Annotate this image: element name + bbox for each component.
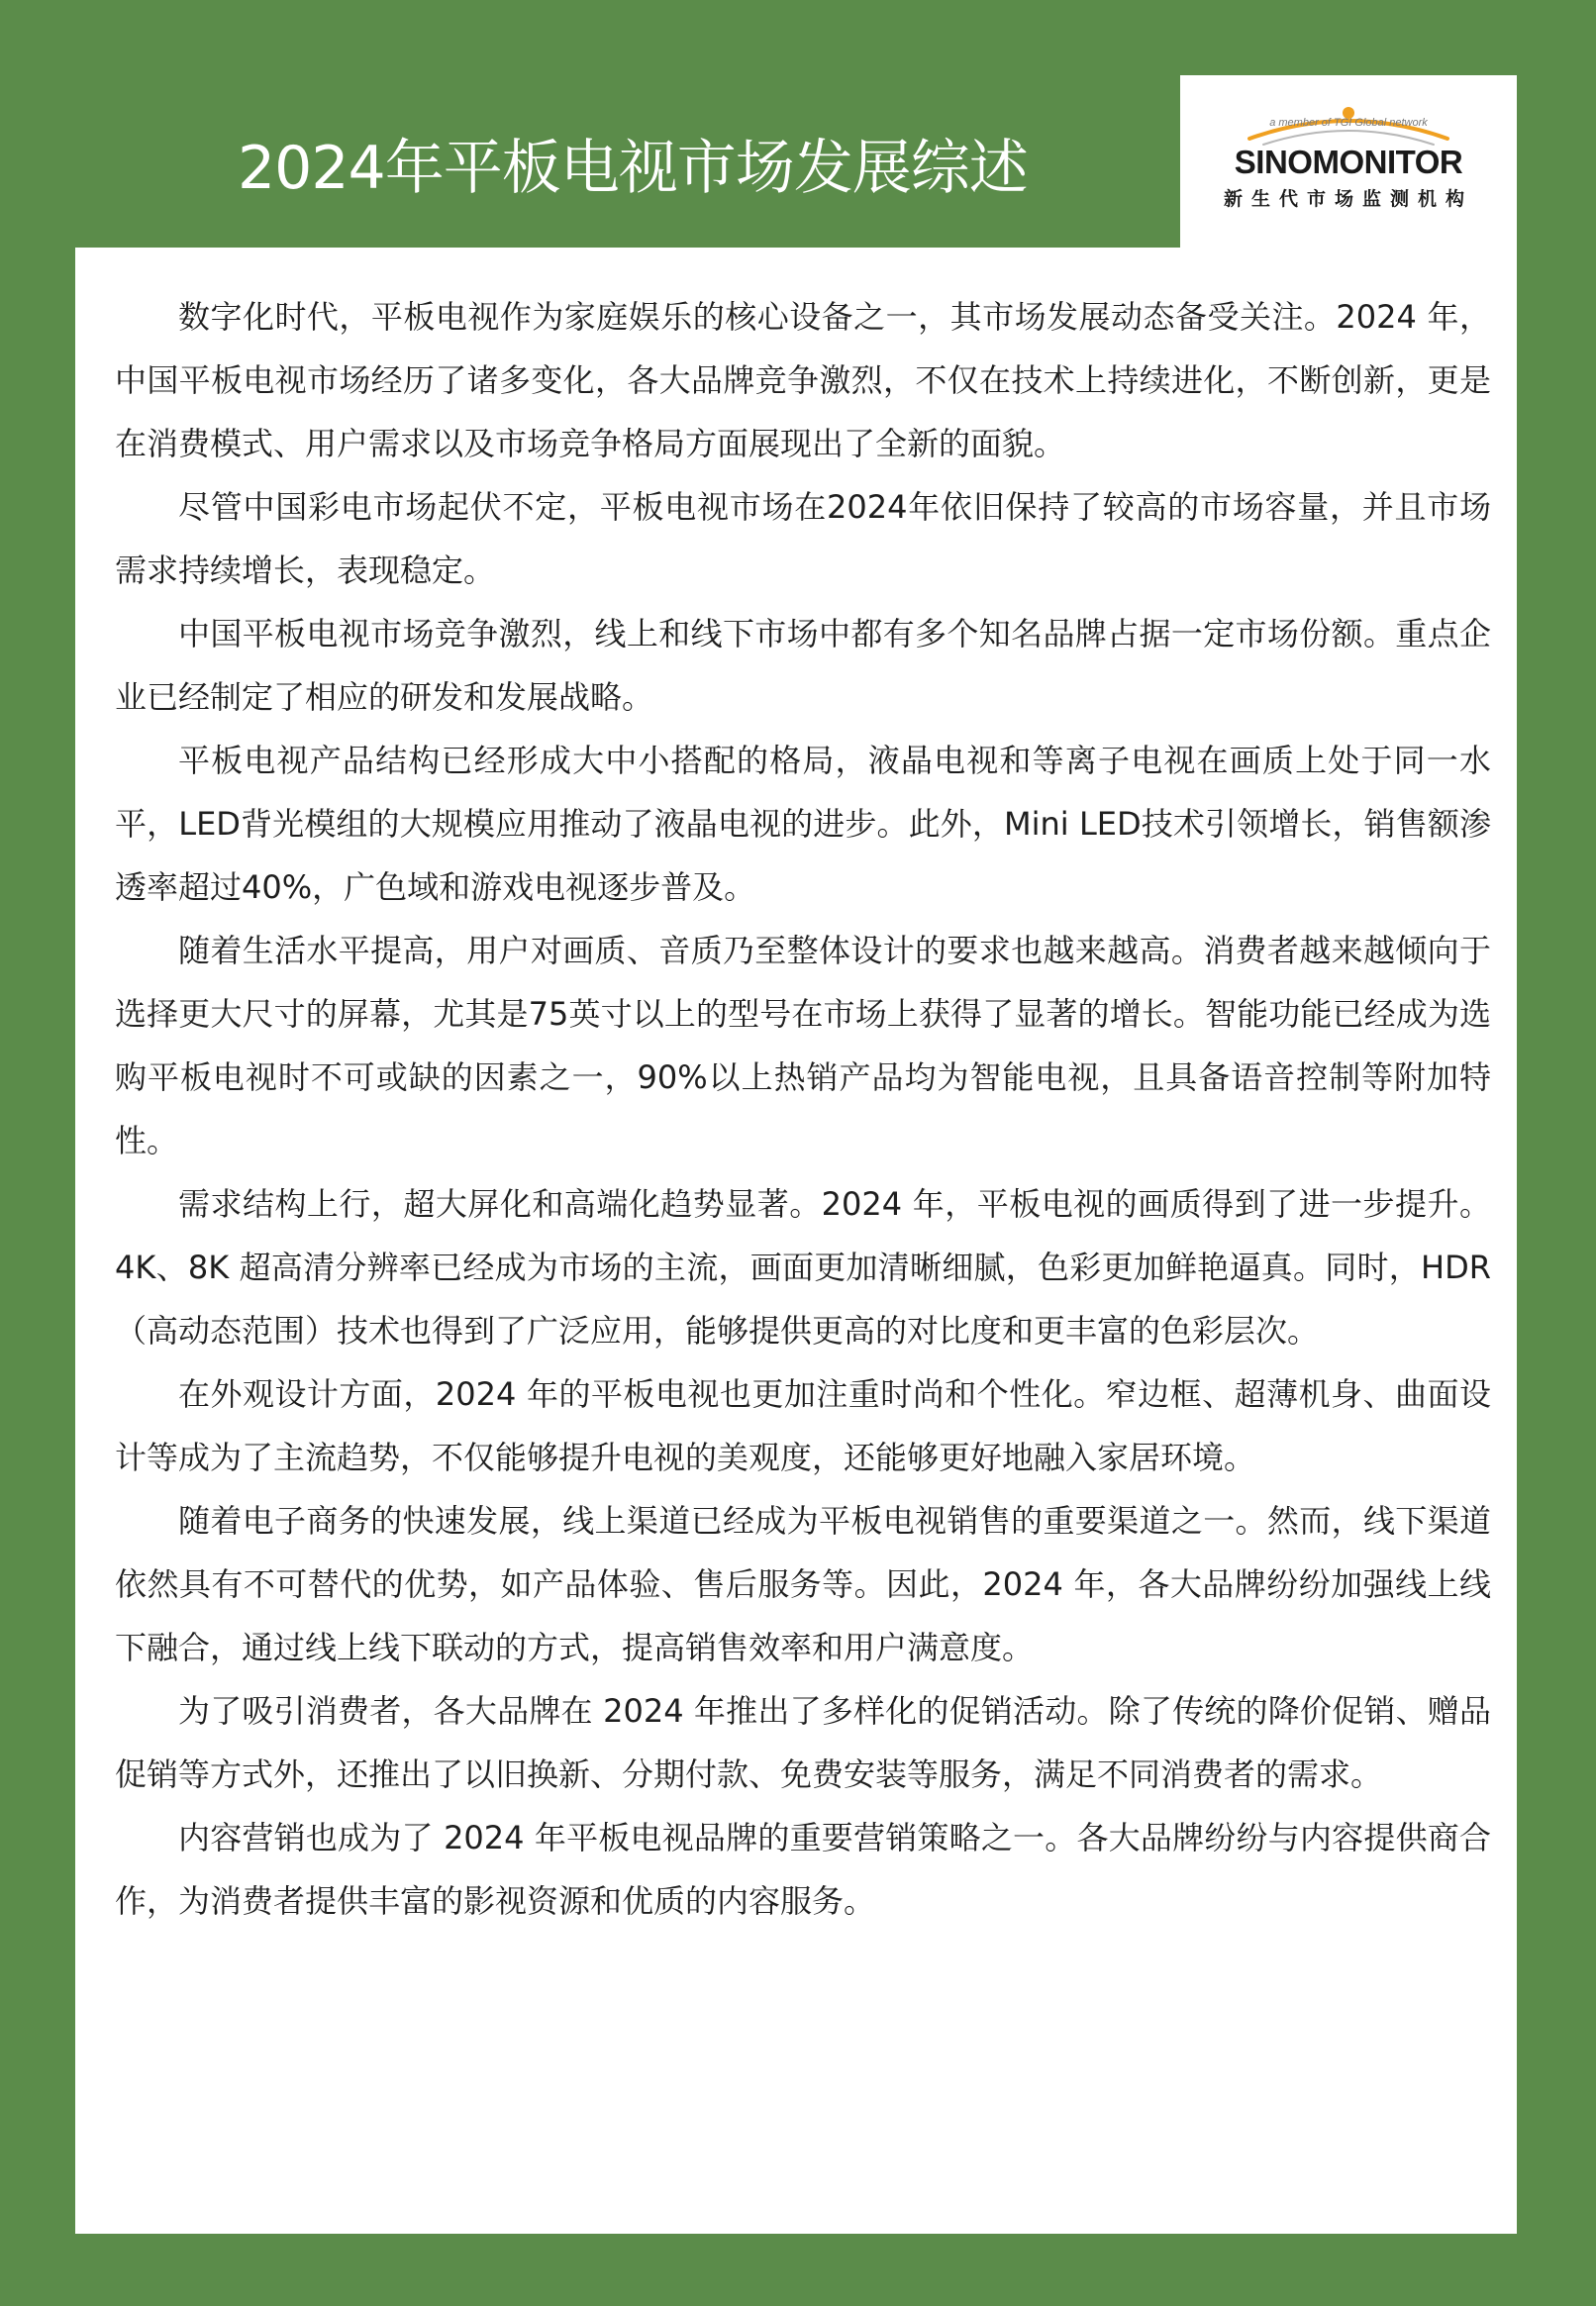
sinomonitor-logo: [1180, 75, 1517, 248]
paragraph: 随着电子商务的快速发展，线上渠道已经成为平板电视销售的重要渠道之一。然而，线下渠道依然具有不可替代的优势，如产品体验、售后服务等。因此，2024 年，各大品牌纷纷加强线上线下融合，通过线上线下联动的方式，提高销售效率和用户满意度。: [115, 1502, 1491, 1666]
paragraph: 为了吸引消费者，各大品牌在 2024 年推出了多样化的促销活动。除了传统的降价促销、赠品促销等方式外，还推出了以旧换新、分期付款、免费安装等服务，满足不同消费者的需求。: [115, 1692, 1491, 1793]
paragraph: 随着生活水平提高，用户对画质、音质乃至整体设计的要求也越来越高。消费者越来越倾向于选择更大尺寸的屏幕，尤其是75英寸以上的型号在市场上获得了显著的增长。智能功能已经成为选购平板电视时不可或缺的因素之一，90%以上热销产品均为智能电视，且具备语音控制等附加特性。: [115, 932, 1491, 1159]
logo-subtitle: 新生代市场监测机构: [1223, 188, 1473, 210]
article-body: [115, 285, 1491, 1933]
page-title: 2024年平板电视市场发展综述: [238, 134, 1028, 203]
logo-tagline: a member of TGI Global network: [1269, 117, 1428, 129]
paragraph: 平板电视产品结构已经形成大中小搭配的格局，液晶电视和等离子电视在画质上处于同一水平，LED背光模组的大规模应用推动了液晶电视的进步。此外，Mini LED技术引领增长，销售额渗透率超过40%，广色域和游戏电视逐步普及。: [115, 742, 1491, 906]
paragraph: 内容营销也成为了 2024 年平板电视品牌的重要营销策略之一。各大品牌纷纷与内容提供商合作，为消费者提供丰富的影视资源和优质的内容服务。: [115, 1819, 1491, 1920]
paragraph: 尽管中国彩电市场起伏不定，平板电视市场在2024年依旧保持了较高的市场容量，并且市场需求持续增长，表现稳定。: [115, 488, 1491, 589]
paragraph: 在外观设计方面，2024 年的平板电视也更加注重时尚和个性化。窄边框、超薄机身、曲面设计等成为了主流趋势，不仅能够提升电视的美观度，还能够更好地融入家居环境。: [115, 1375, 1491, 1476]
content-panel: [75, 248, 1517, 2234]
paragraph: 需求结构上行，超大屏化和高端化趋势显著。2024 年，平板电视的画质得到了进一步提升。4K、8K 超高清分辨率已经成为市场的主流，画面更加清晰细腻，色彩更加鲜艳逼真。同时，HDR（高动态范围）技术也得到了广泛应用，能够提供更高的对比度和更丰富的色彩层次。: [115, 1185, 1491, 1350]
paragraph: 中国平板电视市场竞争激烈，线上和线下市场中都有多个知名品牌占据一定市场份额。重点企业已经制定了相应的研发和发展战略。: [115, 615, 1491, 716]
paragraph: 数字化时代，平板电视作为家庭娱乐的核心设备之一，其市场发展动态备受关注。2024 年，中国平板电视市场经历了诸多变化，各大品牌竞争激烈，不仅在技术上持续进化，不断创新，更是在消费模式、用户需求以及市场竞争格局方面展现出了全新的面貌。: [115, 298, 1491, 462]
logo-name: SINOMONITOR: [1234, 144, 1463, 180]
